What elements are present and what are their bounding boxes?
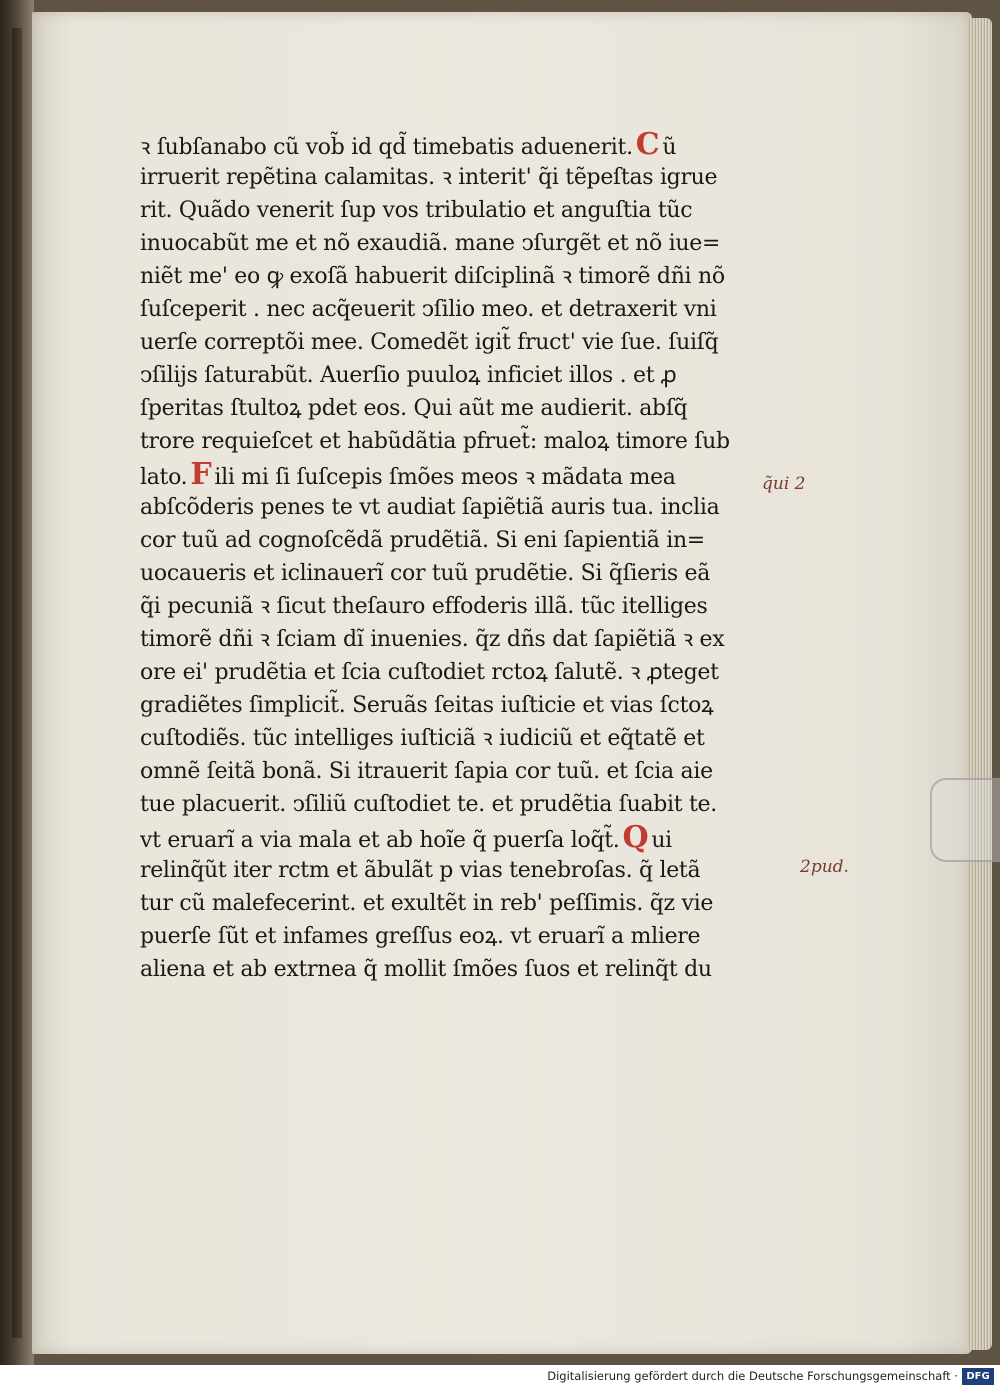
text-line: gradiẽtes ſimplicit̃. Seruãs ſeitas iuſticie et vias ſctoꝝ bbox=[140, 693, 714, 718]
footer-credit: Digitalisierung gefördert durch die Deutsche Forschungsgemeinschaft · bbox=[547, 1369, 958, 1383]
text-line: abſcõderis penes te vt audiat ſapiẽtiã auris tua. inclia bbox=[140, 495, 720, 520]
text-line: tur cũ malefecerint. et exultẽt in reb' peſſimis. q̃z vie bbox=[140, 891, 714, 916]
rubricated-initial: C bbox=[635, 128, 660, 161]
line-text: lato. bbox=[140, 465, 188, 490]
page-clip bbox=[930, 778, 1000, 862]
rubricated-initial: F bbox=[190, 458, 212, 491]
text-line bbox=[140, 821, 770, 854]
text-line: ſuſceperit . nec acq̃euerit ↄſilio meo. et detraxerit vni bbox=[140, 297, 717, 322]
printed-text-block bbox=[140, 128, 770, 986]
text-line: ↄſilijs ſaturabũt. Auerſio puuloꝝ inficiet illos . et ꝓ bbox=[140, 363, 677, 388]
line-text: ui bbox=[651, 828, 672, 853]
text-line bbox=[140, 128, 770, 161]
text-line: niẽt me' eo ꝙ exoſã habuerit diſciplinã ꝛ timorẽ dñi nõ bbox=[140, 264, 725, 289]
text-line: aliena et ab extrnea q̃ mollit ſmões ſuos et relinq̃t du bbox=[140, 957, 712, 982]
line-text: ꝛ ſubſanabo cũ vob̃ id qd̃ timebatis aduenerit. bbox=[140, 135, 633, 160]
text-line: cuſtodiẽs. tũc intelliges iuſticiã ꝛ iudiciũ et eq̃tatẽ et bbox=[140, 726, 705, 751]
text-line: uocaueris et iclinauerĩ cor tuũ prudẽtie. Si q̃ſieris eã bbox=[140, 561, 711, 586]
page-edges bbox=[968, 18, 992, 1350]
text-line: puerſe ſũt et infames greſſus eoꝝ. vt eruarĩ a mliere bbox=[140, 924, 701, 949]
text-line: trore requieſcet et habũdãtia pfruet̃: maloꝝ timore ſub bbox=[140, 429, 730, 454]
margin-note: 2pud. bbox=[800, 857, 849, 877]
text-line: omnẽ ſeitã bonã. Si itrauerit ſapia cor tuũ. et ſcia aie bbox=[140, 759, 713, 784]
text-line: cor tuũ ad cognoſcẽdã prudẽtiã. Si eni ſapientiã in= bbox=[140, 528, 705, 553]
text-line: ore ei' prudẽtia et ſcia cuſtodiet rctoꝝ ſalutẽ. ꝛ ꝓteget bbox=[140, 660, 719, 685]
text-line: timorẽ dñi ꝛ ſciam dĩ inuenies. q̃z dñs dat ſapiẽtiã ꝛ ex bbox=[140, 627, 725, 652]
margin-note: q̃ui 2 bbox=[762, 474, 806, 494]
text-line: ſperitas ſtultoꝝ pdet eos. Qui aũt me audierit. abſq̃ bbox=[140, 396, 688, 421]
text-line: relinq̃ũt iter rctm et ãbulãt p vias tenebroſas. q̃ letã bbox=[140, 858, 701, 883]
line-text: vt eruarĩ a via mala et ab hoĩe q̃ puerſa loq̃t̃. bbox=[140, 828, 620, 853]
binding-ribbon bbox=[12, 28, 22, 1338]
text-line bbox=[140, 458, 770, 491]
digitization-footer bbox=[0, 1365, 1000, 1389]
line-text: ũ bbox=[662, 135, 677, 160]
dfg-logo: DFG bbox=[962, 1368, 994, 1385]
text-line: q̃i pecuniã ꝛ ſicut theſauro effoderis illã. tũc itelliges bbox=[140, 594, 708, 619]
text-line: inuocabũt me et nõ exaudiã. mane ↄſurgẽt et nõ iue= bbox=[140, 231, 721, 256]
line-text: ili mi ſi ſuſcepis ſmões meos ꝛ mãdata mea bbox=[214, 465, 676, 490]
text-line: uerſe correptõi mee. Comedẽt igit̃ fruct' vie ſue. ſuiſq̃ bbox=[140, 330, 719, 355]
rubricated-initial: Q bbox=[622, 821, 649, 854]
text-line: tue placuerit. ↄſiliũ cuſtodiet te. et prudẽtia ſuabit te. bbox=[140, 792, 717, 817]
text-line: irruerit repẽtina calamitas. ꝛ interit' q̃i tẽpeſtas igrue bbox=[140, 165, 718, 190]
text-line: rit. Quãdo venerit ſup vos tribulatio et anguſtia tũc bbox=[140, 198, 693, 223]
